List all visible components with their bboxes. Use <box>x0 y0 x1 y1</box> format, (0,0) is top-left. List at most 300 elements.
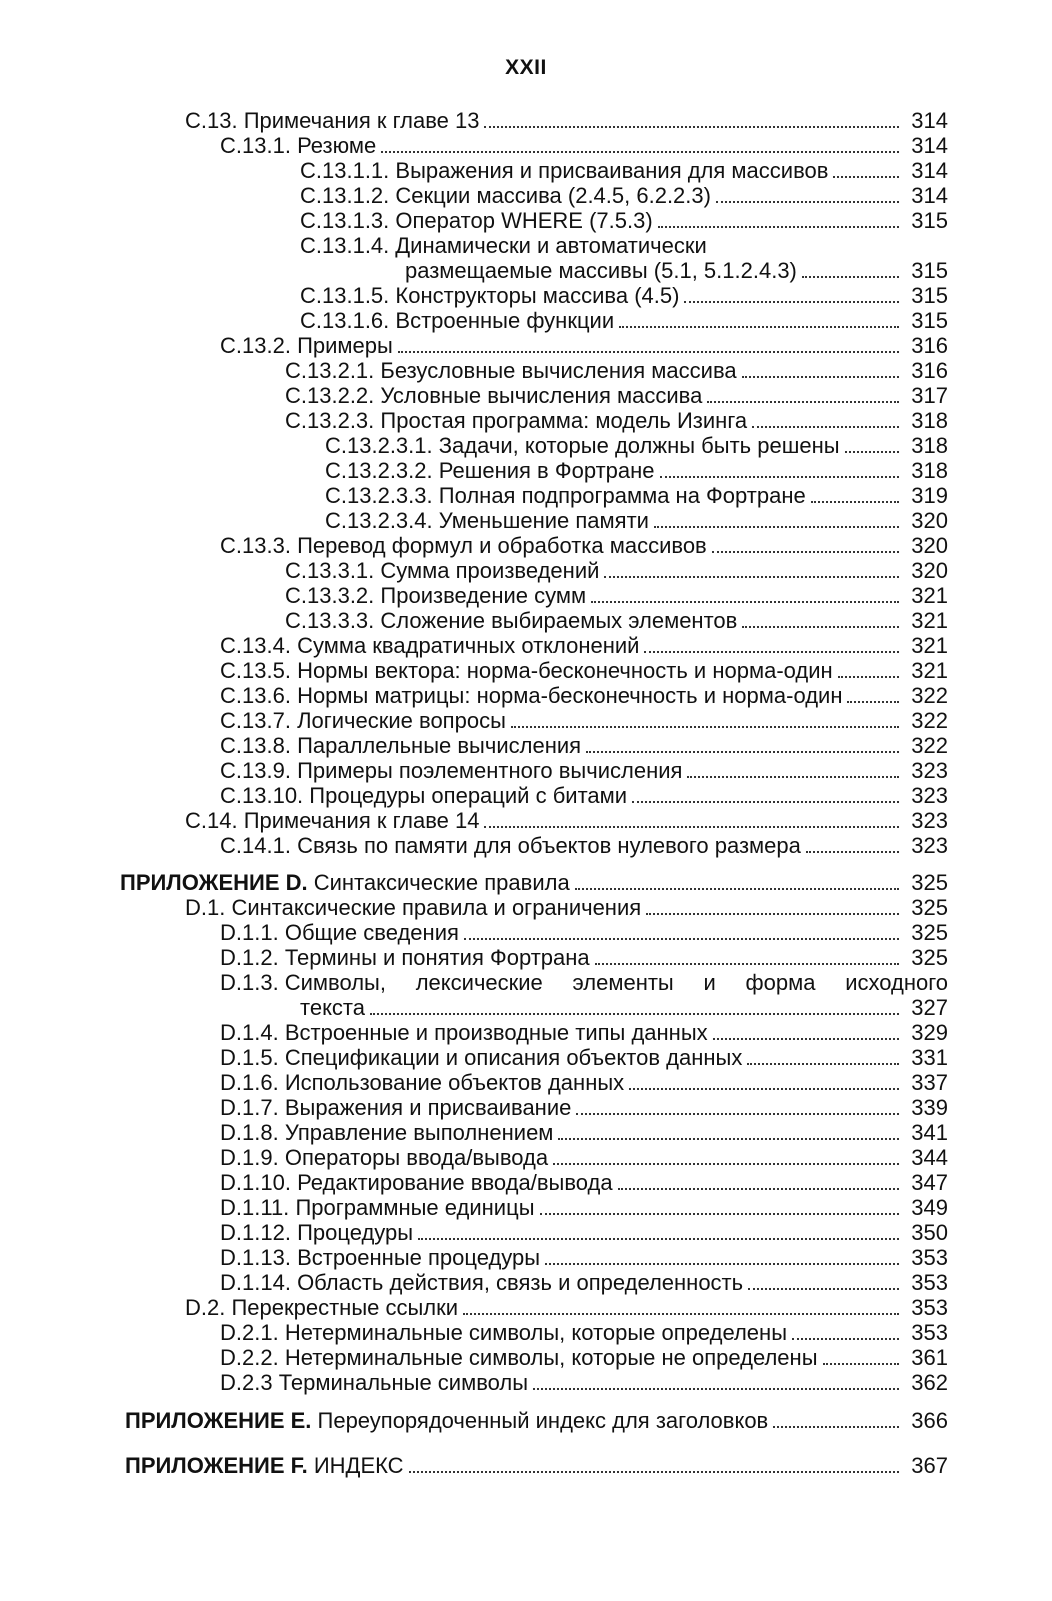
toc-appendix-entry[interactable] <box>120 870 948 895</box>
toc-entry-page: 322 <box>911 708 948 733</box>
toc-entry[interactable] <box>285 358 948 383</box>
toc-entry[interactable] <box>185 108 948 133</box>
toc-entry[interactable] <box>220 1170 948 1195</box>
dot-leader <box>747 1063 899 1065</box>
dot-leader <box>658 226 899 228</box>
toc-entry-number: C.13.1.3. <box>300 208 390 233</box>
toc-entry-text <box>325 458 655 483</box>
toc-entry-title: Полная подпрограмма на Фортране <box>438 483 806 508</box>
toc-entry[interactable] <box>220 1045 948 1070</box>
toc-entry-number: C.13. <box>185 108 238 133</box>
toc-entry-page: 353 <box>911 1270 948 1295</box>
toc-entry[interactable] <box>220 133 948 158</box>
dot-leader <box>833 176 899 178</box>
toc-entry-number: D.1.4. <box>220 1020 279 1045</box>
toc-entry-text <box>285 558 599 583</box>
toc-entry[interactable] <box>220 945 948 970</box>
toc-entry[interactable] <box>220 733 948 758</box>
toc-entry-text <box>325 483 806 508</box>
toc-entry[interactable] <box>220 1345 948 1370</box>
toc-entry-page: 320 <box>911 508 948 533</box>
toc-entry-text <box>220 683 842 708</box>
toc-entry-title: Встроенные и производные типы данных <box>284 1020 708 1045</box>
toc-entry-page: 347 <box>911 1170 948 1195</box>
toc-entry-page: 339 <box>911 1095 948 1120</box>
dot-leader <box>558 1138 899 1140</box>
toc-entry-number: C.13.1.1. <box>300 158 390 183</box>
toc-entry-text <box>220 1370 528 1395</box>
toc-entry-number: C.13.3.1. <box>285 558 375 583</box>
toc-entry-page: 353 <box>911 1295 948 1320</box>
toc-entry-number: C.13.2.2. <box>285 383 375 408</box>
toc-entry-title: Управление выполнением <box>284 1120 554 1145</box>
dot-leader <box>381 151 899 153</box>
toc-entry-number: C.13.3.3. <box>285 608 375 633</box>
dot-leader <box>618 1188 899 1190</box>
toc-entry-title: Динамически и автоматически <box>395 233 707 258</box>
toc-entry[interactable] <box>220 633 948 658</box>
toc-entry-page: 353 <box>911 1245 948 1270</box>
toc-appendix-entry[interactable] <box>125 1408 948 1433</box>
toc-entry[interactable] <box>220 783 948 808</box>
toc-entry-text <box>220 1070 624 1095</box>
toc-entry-text <box>220 1145 548 1170</box>
toc-entry[interactable] <box>285 583 948 608</box>
dot-leader <box>802 276 899 278</box>
toc-entry-text <box>220 1195 535 1220</box>
dot-leader <box>398 351 899 353</box>
toc-entry-text <box>325 508 649 533</box>
toc-entry-title: Связь по памяти для объектов нулевого размера <box>297 833 801 858</box>
toc-entry[interactable] <box>405 258 948 283</box>
toc-entry-text <box>220 1020 708 1045</box>
toc-entry-number: ПРИЛОЖЕНИЕ E. <box>125 1408 312 1433</box>
toc-entry-title: Произведение сумм <box>380 583 587 608</box>
toc-entry-page: 315 <box>911 283 948 308</box>
dot-leader <box>463 1313 899 1315</box>
toc-entry-text <box>300 158 828 183</box>
toc-entry[interactable] <box>185 808 948 833</box>
toc-entry[interactable] <box>285 608 948 633</box>
toc-entry-number: C.13.2.3. <box>285 408 375 433</box>
toc-entry-title: Процедуры операций с битами <box>309 783 628 808</box>
toc-entry-text <box>220 758 682 783</box>
dot-leader <box>713 1038 899 1040</box>
dot-leader <box>511 726 899 728</box>
toc-entry[interactable] <box>325 433 948 458</box>
toc-entry-number: D.1. <box>185 895 226 920</box>
toc-entry-number: D.1.7. <box>220 1095 279 1120</box>
toc-entry-text <box>220 633 639 658</box>
toc-entry-number: ПРИЛОЖЕНИЕ F. <box>125 1453 308 1478</box>
toc-entry-title: Термины и понятия Фортрана <box>284 945 590 970</box>
toc-entry-page: 318 <box>911 433 948 458</box>
toc-entry-title: Конструкторы массива (4.5) <box>395 283 680 308</box>
dot-leader <box>646 913 899 915</box>
dot-leader <box>811 501 899 503</box>
dot-leader <box>418 1238 899 1240</box>
toc-entry-page: 321 <box>911 658 948 683</box>
toc-entry[interactable] <box>220 683 948 708</box>
dot-leader <box>716 201 899 203</box>
toc-entry[interactable] <box>220 1095 948 1120</box>
toc-entry-text <box>325 433 840 458</box>
dot-leader <box>644 651 899 653</box>
dot-leader <box>687 776 899 778</box>
toc-entry-number: C.13.1.6. <box>300 308 390 333</box>
dot-leader <box>707 401 899 403</box>
toc-entry-title: Выражения и присваивание <box>284 1095 572 1120</box>
toc-entry-number: C.13.2.3.3. <box>325 483 433 508</box>
toc-entry[interactable] <box>325 508 948 533</box>
toc-entry-page: 325 <box>911 945 948 970</box>
toc-entry[interactable] <box>325 458 948 483</box>
toc-entry-page: 366 <box>911 1408 948 1433</box>
toc-entry-number: C.13.3.2. <box>285 583 375 608</box>
dot-leader <box>742 626 899 628</box>
toc-entry[interactable] <box>285 558 948 583</box>
toc-entry-title: Область действия, связь и определенность <box>297 1270 744 1295</box>
dot-leader <box>823 1363 899 1365</box>
toc-entry[interactable] <box>220 920 948 945</box>
dot-leader <box>838 676 899 678</box>
toc-entry-text <box>220 1270 743 1295</box>
toc-entry-title: Использование объектов данных <box>284 1070 625 1095</box>
toc-entry[interactable] <box>220 1220 948 1245</box>
toc-entry-number: D.1.13. <box>220 1245 291 1270</box>
toc-entry-title: Условные вычисления массива <box>380 383 703 408</box>
toc-entry-page: 325 <box>911 920 948 945</box>
toc-entry-number: D.1.12. <box>220 1220 291 1245</box>
toc-entry[interactable] <box>220 758 948 783</box>
toc-entry-page: 318 <box>911 408 948 433</box>
toc-entry[interactable] <box>300 308 948 333</box>
toc-entry[interactable] <box>185 895 948 920</box>
dot-leader <box>484 826 899 828</box>
toc-entry-page: 362 <box>911 1370 948 1395</box>
toc-entry-title: Нормы матрицы: норма-бесконечность и норма-один <box>297 683 843 708</box>
toc-entry-number: D.1.9. <box>220 1145 279 1170</box>
toc-entry-number: C.13.1. <box>220 133 291 158</box>
toc-entry-page: 341 <box>911 1120 948 1145</box>
dot-leader <box>660 476 899 478</box>
toc-entry-text <box>220 133 376 158</box>
dot-leader <box>684 301 899 303</box>
dot-leader <box>712 551 899 553</box>
toc-entry-page: 314 <box>911 158 948 183</box>
toc-entry-text <box>220 945 590 970</box>
toc-entry-page: 315 <box>911 308 948 333</box>
toc-entry-page: 323 <box>911 833 948 858</box>
toc-entry-number: C.13.3. <box>220 533 291 558</box>
toc-entry-text <box>185 808 479 833</box>
toc-entry-text <box>285 583 586 608</box>
dot-leader <box>654 526 899 528</box>
toc-entry-title: ИНДЕКС <box>313 1453 404 1478</box>
toc-entry-text <box>220 1220 413 1245</box>
toc-entry-page: 320 <box>911 533 948 558</box>
dot-leader <box>409 1471 899 1473</box>
toc-entry-title: Операторы ввода/вывода <box>284 1145 549 1170</box>
toc-entry-title: Нетерминальные символы, которые определены <box>284 1320 788 1345</box>
toc-entry-text <box>220 783 627 808</box>
toc-entry-title: Процедуры <box>297 1220 414 1245</box>
toc-entry-text <box>220 1245 540 1270</box>
dot-leader <box>533 1388 899 1390</box>
toc-entry-page: 323 <box>911 758 948 783</box>
dot-leader <box>847 701 899 703</box>
toc-entry-page: 331 <box>911 1045 948 1070</box>
toc-entry-text <box>220 1345 818 1370</box>
toc-entry-title: Общие сведения <box>284 920 459 945</box>
toc-entry-text <box>125 1408 768 1433</box>
toc-entry-number: C.13.1.4. <box>300 233 390 258</box>
toc-entry-title: Сумма квадратичных отклонений <box>297 633 640 658</box>
toc-entry[interactable] <box>285 408 948 433</box>
toc-entry-title-continued: размещаемые массивы (5.1, 5.1.2.4.3) <box>405 258 797 283</box>
toc-entry-page: 315 <box>911 208 948 233</box>
toc-entry-page: 317 <box>911 383 948 408</box>
toc-entry-text <box>220 1170 613 1195</box>
dot-leader <box>748 1288 899 1290</box>
toc-entry-number: D.1.10. <box>220 1170 291 1195</box>
toc-entry-page: 318 <box>911 458 948 483</box>
toc-entry-text <box>125 1453 404 1478</box>
toc-entry-text <box>220 833 801 858</box>
dot-leader <box>484 126 899 128</box>
toc-entry-page: 314 <box>911 133 948 158</box>
toc-entry[interactable] <box>300 283 948 308</box>
toc-entry-page: 329 <box>911 1020 948 1045</box>
toc-entry-text <box>300 208 653 233</box>
toc-entry[interactable] <box>220 1070 948 1095</box>
toc-entry-title: Символы, лексические элементы и форма исходного <box>284 970 948 995</box>
toc-entry-number: C.13.6. <box>220 683 291 708</box>
toc-entry[interactable] <box>220 1270 948 1295</box>
toc-entry[interactable] <box>220 1245 948 1270</box>
toc-entry-title: Решения в Фортране <box>438 458 655 483</box>
toc-entry-title: Синтаксические правила <box>313 870 570 895</box>
toc-entry-number: C.13.1.2. <box>300 183 390 208</box>
toc-entry[interactable] <box>220 833 948 858</box>
toc-entry-text <box>185 895 641 920</box>
toc-entry-title: Редактирование ввода/вывода <box>297 1170 613 1195</box>
dot-leader <box>632 801 899 803</box>
toc-entry-page: 321 <box>911 583 948 608</box>
toc-entry-page: 316 <box>911 333 948 358</box>
toc-entry-page: 353 <box>911 1320 948 1345</box>
toc-entry-page: 323 <box>911 783 948 808</box>
toc-entry-number: D.2.1. <box>220 1320 279 1345</box>
toc-entry-page: 314 <box>911 183 948 208</box>
toc-entry-page: 315 <box>911 258 948 283</box>
toc-entry-number: ПРИЛОЖЕНИЕ D. <box>120 870 308 895</box>
dot-leader <box>619 326 899 328</box>
page-number: XXII <box>505 56 547 79</box>
toc-entry-title: Встроенные функции <box>395 308 615 333</box>
toc-entry-page: 314 <box>911 108 948 133</box>
toc-entry-page: 321 <box>911 608 948 633</box>
toc-entry[interactable] <box>285 383 948 408</box>
toc-entry-number: D.1.5. <box>220 1045 279 1070</box>
toc-entry-number: C.13.8. <box>220 733 291 758</box>
toc-entry[interactable] <box>300 995 948 1020</box>
toc-entry-number: C.13.4. <box>220 633 291 658</box>
toc-entry-number: D.1.11. <box>220 1195 290 1220</box>
toc-entry-number: D.1.3. <box>220 970 279 995</box>
toc-entry-page: 327 <box>911 995 948 1020</box>
toc-entry-number: D.1.2. <box>220 945 279 970</box>
toc-entry-title: Переупорядоченный индекс для заголовков <box>317 1408 769 1433</box>
toc-entry-text <box>185 108 479 133</box>
toc-entry[interactable] <box>220 1370 948 1395</box>
toc-entry[interactable] <box>220 533 948 558</box>
toc-entry-page: 349 <box>911 1195 948 1220</box>
toc-entry-title: Сумма произведений <box>380 558 600 583</box>
toc-entry-page: 319 <box>911 483 948 508</box>
toc-entry-page: 325 <box>911 895 948 920</box>
toc-entry-page: 320 <box>911 558 948 583</box>
toc-entry-text <box>285 408 747 433</box>
toc-entry-line <box>220 970 948 995</box>
toc-entry-page: 325 <box>911 870 948 895</box>
toc-entry-number: D.1.1. <box>220 920 279 945</box>
toc-entry-text <box>220 708 506 733</box>
toc-entry-title: Примечания к главе 13 <box>243 108 480 133</box>
toc-entry-title: Задачи, которые должны быть решены <box>438 433 840 458</box>
toc-appendix-entry[interactable] <box>125 1453 948 1478</box>
toc-entry-page: 361 <box>911 1345 948 1370</box>
toc-entry-number: C.14. <box>185 808 238 833</box>
toc-entry-text <box>285 608 737 633</box>
toc-entry-line <box>300 233 707 258</box>
dot-leader <box>629 1088 899 1090</box>
dot-leader <box>553 1163 899 1165</box>
toc-entry-page: 322 <box>911 683 948 708</box>
toc-entry-title: Перекрестные ссылки <box>231 1295 459 1320</box>
dot-leader <box>806 851 899 853</box>
toc-entry-title: Спецификации и описания объектов данных <box>284 1045 743 1070</box>
toc-entry[interactable] <box>220 1320 948 1345</box>
dot-leader <box>604 576 899 578</box>
toc-entry-number: C.13.1.5. <box>300 283 390 308</box>
toc-entry-page: 367 <box>911 1453 948 1478</box>
toc-entry-text <box>300 308 614 333</box>
toc-entry[interactable] <box>220 333 948 358</box>
toc-entry-text <box>185 1295 458 1320</box>
toc-entry-number: D.2.2. <box>220 1345 279 1370</box>
toc-entry[interactable] <box>300 208 948 233</box>
dot-leader <box>540 1213 899 1215</box>
dot-leader <box>575 888 899 890</box>
toc-entry-title: Безусловные вычисления массива <box>380 358 737 383</box>
toc-entry-title: Секции массива (2.4.5, 6.2.2.3) <box>395 183 711 208</box>
dot-leader <box>742 376 899 378</box>
toc-entry-text <box>285 358 737 383</box>
toc-entry-title: Примечания к главе 14 <box>243 808 480 833</box>
toc-entry-title-continued: текста <box>300 995 366 1020</box>
toc-entry-title: Сложение выбираемых элементов <box>380 608 738 633</box>
toc-entry-number: C.13.2.1. <box>285 358 375 383</box>
toc-entry-text <box>220 733 581 758</box>
toc-entry-number: C.13.2.3.1. <box>325 433 433 458</box>
dot-leader <box>370 1013 899 1015</box>
toc-entry-number: D.1.8. <box>220 1120 279 1145</box>
dot-leader <box>845 451 899 453</box>
toc-entry-number: D.2. <box>185 1295 226 1320</box>
dot-leader <box>591 601 899 603</box>
toc-entry-number: D.1.6. <box>220 1070 279 1095</box>
toc-entry-page: 344 <box>911 1145 948 1170</box>
toc-entry[interactable] <box>220 1120 948 1145</box>
toc-entry-title: Нетерминальные символы, которые не определены <box>284 1345 818 1370</box>
toc-entry-text <box>220 533 707 558</box>
toc-entry-number: C.13.10. <box>220 783 304 808</box>
toc-entry-page: 337 <box>911 1070 948 1095</box>
toc-entry-number: C.13.2.3.4. <box>325 508 433 533</box>
toc-entry-title: Выражения и присваивания для массивов <box>395 158 829 183</box>
toc-entry-page: 323 <box>911 808 948 833</box>
toc-entry-text <box>220 1120 553 1145</box>
dot-leader <box>792 1338 899 1340</box>
toc-entry-title: Простая программа: модель Изинга <box>380 408 748 433</box>
toc-entry[interactable] <box>220 1195 948 1220</box>
toc-entry-number: C.13.9. <box>220 758 291 783</box>
toc-entry-title: Оператор WHERE (7.5.3) <box>395 208 653 233</box>
dot-leader <box>545 1263 899 1265</box>
toc-entry-text <box>220 1045 742 1070</box>
toc-entry[interactable] <box>220 1145 948 1170</box>
toc-entry-number: C.13.2.3.2. <box>325 458 433 483</box>
toc-entry-text <box>120 870 570 895</box>
toc-entry-title: Параллельные вычисления <box>297 733 582 758</box>
toc-entry-number: C.13.2. <box>220 333 291 358</box>
toc-entry-number: D.2.3 <box>220 1370 273 1395</box>
toc-entry[interactable] <box>300 183 948 208</box>
toc-entry-text <box>300 183 711 208</box>
toc-entry-title: Логические вопросы <box>297 708 506 733</box>
dot-leader <box>464 938 899 940</box>
toc-entry-page: 316 <box>911 358 948 383</box>
toc-entry[interactable] <box>185 1295 948 1320</box>
toc-entry-text <box>300 283 679 308</box>
dot-leader <box>752 426 899 428</box>
dot-leader <box>773 1426 899 1428</box>
toc-entry[interactable] <box>325 483 948 508</box>
toc-entry[interactable] <box>220 658 948 683</box>
toc-entry[interactable] <box>300 158 948 183</box>
toc-entry-title: Резюме <box>297 133 377 158</box>
toc-entry-title: Примеры поэлементного вычисления <box>297 758 683 783</box>
toc-entry[interactable] <box>220 708 948 733</box>
toc-entry-title: Встроенные процедуры <box>297 1245 541 1270</box>
toc-entry-page: 350 <box>911 1220 948 1245</box>
toc-entry-number: D.1.14. <box>220 1270 291 1295</box>
toc-entry-page: 321 <box>911 633 948 658</box>
toc-entry-title: Примеры <box>297 333 393 358</box>
toc-entry[interactable] <box>220 1020 948 1045</box>
toc-entry-text <box>220 1320 787 1345</box>
toc-entry-text <box>220 1095 571 1120</box>
dot-leader <box>586 751 899 753</box>
toc-entry-title: Терминальные символы <box>278 1370 529 1395</box>
toc-entry-text <box>220 658 833 683</box>
toc-entry-text <box>285 383 702 408</box>
toc-entry-page: 322 <box>911 733 948 758</box>
toc-entry-number: C.13.5. <box>220 658 291 683</box>
toc-entry-title: Нормы вектора: норма-бесконечность и норма-один <box>297 658 833 683</box>
toc-entry-title: Программные единицы <box>295 1195 535 1220</box>
